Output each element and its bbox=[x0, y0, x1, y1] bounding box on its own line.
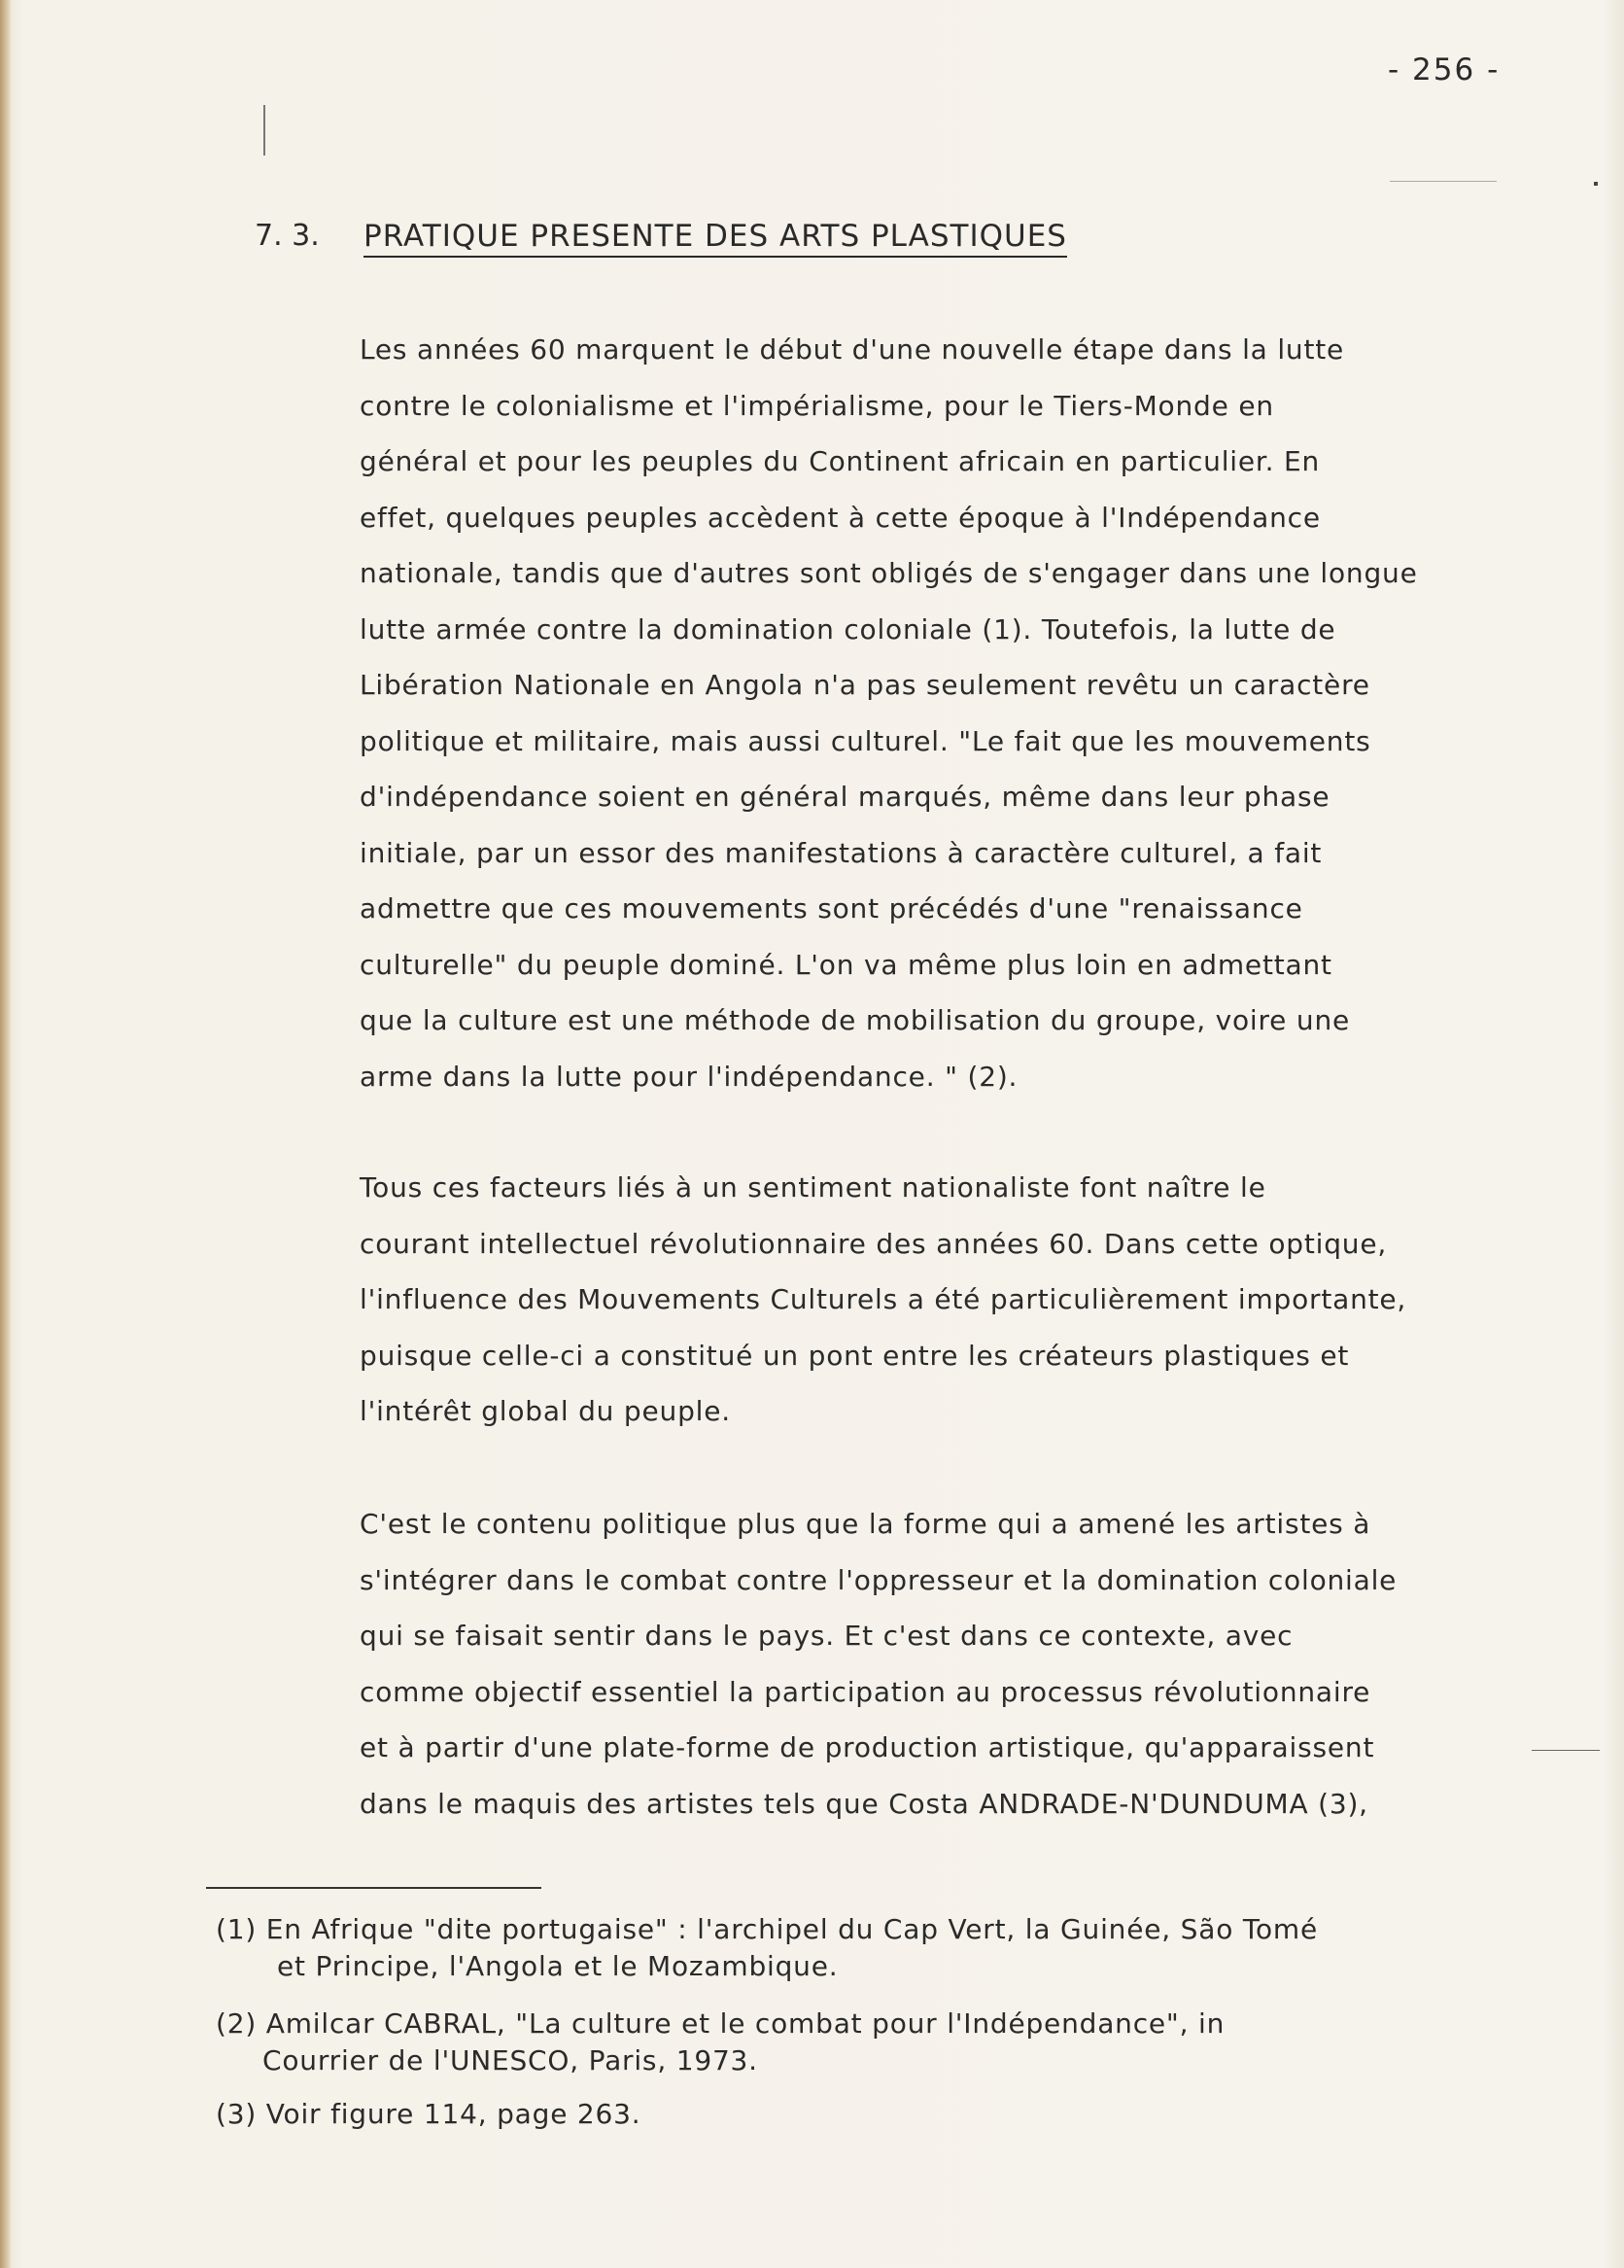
paragraph-line: puisque celle-ci a constitué un pont entre les créateurs plastiques et bbox=[360, 1339, 1350, 1372]
scan-mark bbox=[1594, 182, 1598, 186]
footnote-separator bbox=[206, 1887, 541, 1889]
paragraph-line: lutte armée contre la domination coloniale (1). Toutefois, la lutte de bbox=[360, 612, 1336, 646]
paragraph-line: C'est le contenu politique plus que la forme qui a amené les artistes à bbox=[360, 1508, 1371, 1540]
section-number: 7. 3. bbox=[255, 219, 320, 253]
paragraph-line: courant intellectuel révolutionnaire des années 60. Dans cette optique, bbox=[360, 1227, 1388, 1260]
footnote-1-line-1: (1) En Afrique "dite portugaise" : l'archipel du Cap Vert, la Guinée, São Tomé bbox=[216, 1913, 1319, 1945]
paragraph-line: que la culture est une méthode de mobilisation du groupe, voire une bbox=[360, 1004, 1351, 1036]
paragraph-line: qui se faisait sentir dans le pays. Et c'est dans ce contexte, avec bbox=[360, 1620, 1294, 1652]
paragraph-line: Tous ces facteurs liés à un sentiment nationaliste font naître le bbox=[360, 1171, 1266, 1204]
paragraph-line: l'influence des Mouvements Culturels a été particulièrement importante, bbox=[360, 1283, 1407, 1315]
page-number: - 256 - bbox=[1388, 52, 1501, 87]
paragraph-line: contre le colonialisme et l'impérialisme, pour le Tiers-Monde en bbox=[360, 389, 1274, 422]
section-title: PRATIQUE PRESENTE DES ARTS PLASTIQUES bbox=[363, 219, 1067, 254]
page-left-edge bbox=[0, 0, 12, 2268]
footnote-1-line-2: et Principe, l'Angola et le Mozambique. bbox=[277, 1950, 839, 1982]
paragraph-line: général et pour les peuples du Continent africain en particulier. En bbox=[360, 445, 1321, 477]
paragraph-line: effet, quelques peuples accèdent à cette époque à l'Indépendance bbox=[360, 501, 1321, 534]
paragraph-2 bbox=[360, 1160, 1584, 1440]
page-right-edge bbox=[1603, 0, 1624, 2268]
paragraph-line: s'intégrer dans le combat contre l'oppresseur et la domination coloniale bbox=[360, 1563, 1398, 1596]
paragraph-line: politique et militaire, mais aussi culturel. "Le fait que les mouvements bbox=[360, 724, 1371, 757]
paragraph-line: arme dans la lutte pour l'indépendance. " (2). bbox=[360, 1060, 1019, 1093]
paragraph-line: culturelle" du peuple dominé. L'on va même plus loin en admettant bbox=[360, 948, 1332, 981]
paragraph-line: admettre que ces mouvements sont précédés d'une "renaissance bbox=[360, 892, 1303, 925]
paragraph-1 bbox=[360, 322, 1584, 1104]
paragraph-line: dans le maquis des artistes tels que Costa ANDRADE-N'DUNDUMA (3), bbox=[360, 1787, 1368, 1820]
paragraph-line: nationale, tandis que d'autres sont obligés de s'engager dans une longue bbox=[360, 557, 1418, 589]
footnote-2-line-2: Courrier de l'UNESCO, Paris, 1973. bbox=[262, 2044, 758, 2076]
paragraph-line: Les années 60 marquent le début d'une nouvelle étape dans la lutte bbox=[360, 333, 1345, 366]
footnote-3-line-1: (3) Voir figure 114, page 263. bbox=[216, 2098, 641, 2130]
paragraph-line: initiale, par un essor des manifestations à caractère culturel, a fait bbox=[360, 836, 1323, 869]
paragraph-line: comme objectif essentiel la participation au processus révolutionnaire bbox=[360, 1675, 1371, 1708]
paragraph-line: et à partir d'une plate-forme de production artistique, qu'apparaissent bbox=[360, 1731, 1375, 1763]
scan-mark bbox=[1390, 181, 1497, 182]
paragraph-line: Libération Nationale en Angola n'a pas seulement revêtu un caractère bbox=[360, 669, 1370, 701]
footnote-2-line-1: (2) Amilcar CABRAL, "La culture et le combat pour l'Indépendance", in bbox=[216, 2007, 1226, 2040]
paragraph-line: l'intérêt global du peuple. bbox=[360, 1395, 731, 1427]
paragraph-line: d'indépendance soient en général marqués, même dans leur phase bbox=[360, 781, 1330, 813]
scan-mark bbox=[263, 105, 265, 156]
paragraph-3 bbox=[360, 1496, 1584, 1832]
